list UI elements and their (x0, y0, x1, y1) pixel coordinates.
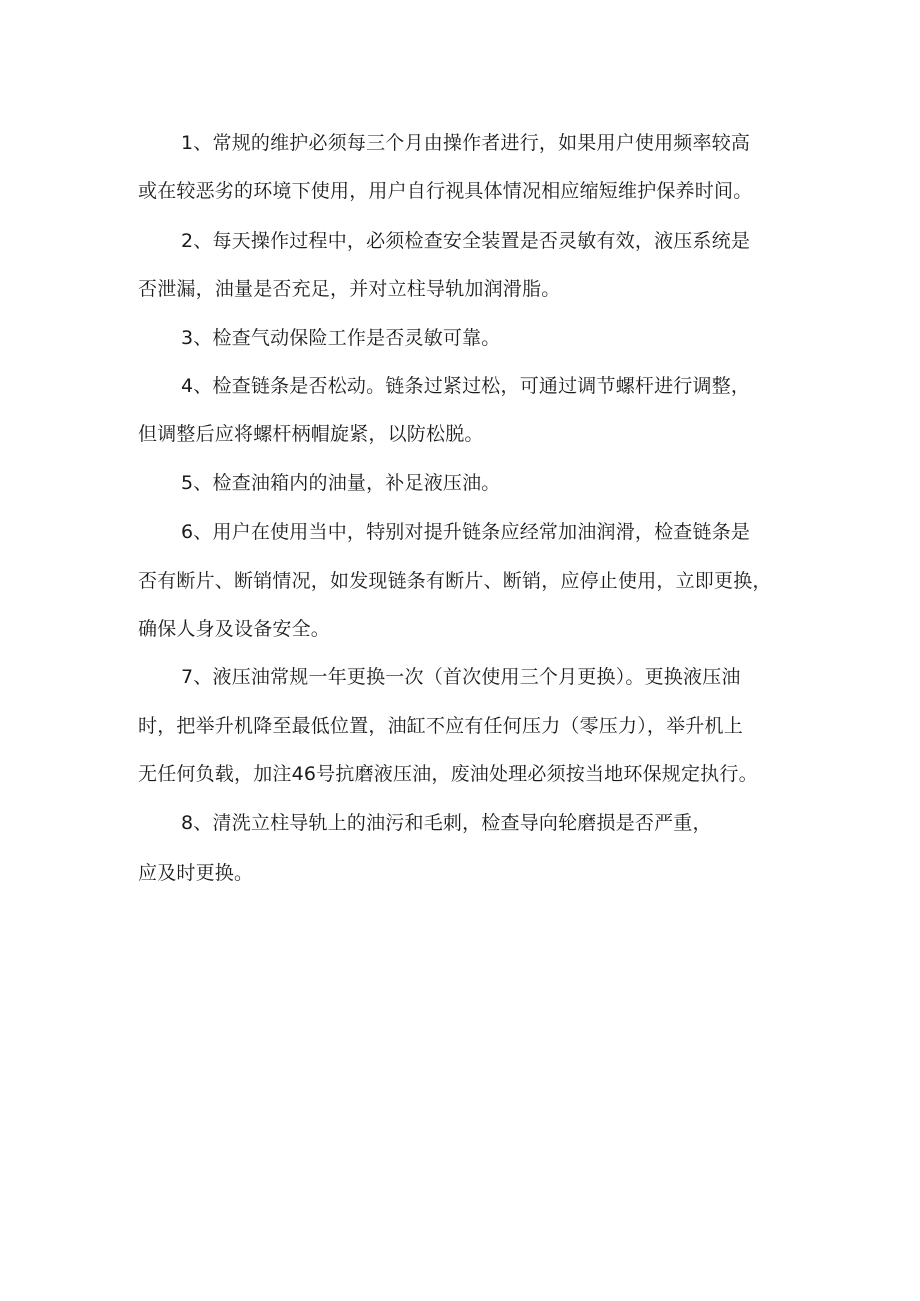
item-2-line-2: 否泄漏，油量是否充足，并对立柱导轨加润滑脂。 (138, 278, 561, 300)
item-2-line-1: 2、每天操作过程中，必须检查安全装置是否灵敏有效，液压系统是 (181, 230, 751, 252)
item-7-line-1: 7、液压油常规一年更换一次（首次使用三个月更换）。更换液压油 (181, 666, 741, 688)
item-1-line-2: 或在较恶劣的环境下使用，用户自行视具体情况相应缩短维护保养时间。 (138, 180, 753, 202)
item-1-line-1: 1、常规的维护必须每三个月由操作者进行，如果用户使用频率较高 (181, 132, 751, 154)
item-7-line-3: 无任何负载，加注46号抗磨液压油，废油处理必须按当地环保规定执行。 (138, 763, 758, 785)
item-3-line-1: 3、检查气动保险工作是否灵敏可靠。 (181, 327, 501, 349)
item-6-line-2: 否有断片、断销情况，如发现链条有断片、断销，应停止使用，立即更换， (138, 570, 772, 592)
item-5-line-1: 5、检查油箱内的油量，补足液压油。 (181, 472, 501, 494)
item-6-line-3: 确保人身及设备安全。 (138, 618, 331, 640)
item-6-line-1: 6、用户在使用当中，特别对提升链条应经常加油润滑，检查链条是 (181, 521, 751, 543)
item-8-line-2: 应及时更换。 (138, 862, 254, 884)
item-4-line-1: 4、检查链条是否松动。链条过紧过松，可通过调节螺杆进行调整， (181, 375, 751, 397)
item-8-line-1: 8、清洗立柱导轨上的油污和毛刺，检查导向轮磨损是否严重， (181, 812, 712, 834)
item-7-line-2: 时，把举升机降至最低位置，油缸不应有任何压力（零压力），举升机上 (138, 715, 743, 737)
item-4-line-2: 但调整后应将螺杆柄帽旋紧，以防松脱。 (138, 423, 484, 445)
